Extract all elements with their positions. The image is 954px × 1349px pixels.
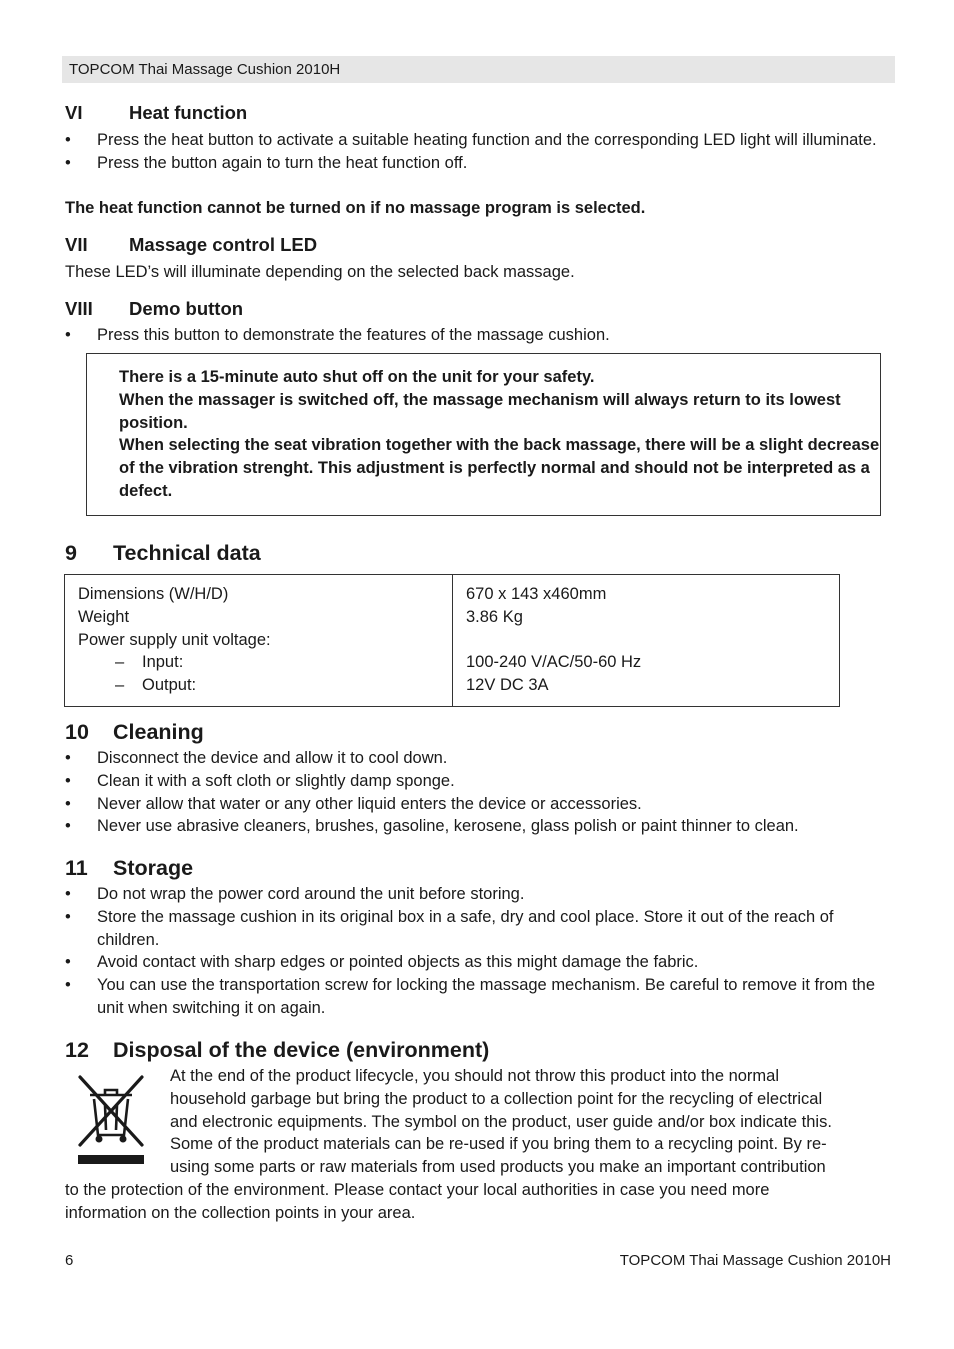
disposal-text-wrapped [170, 1065, 900, 1179]
disposal-line: information on the collection points in your area. [65, 1203, 416, 1222]
list-item: • You can use the transportation screw for locking the massage mechanism. Be careful to remove it from the unit when switching it on again. [65, 976, 876, 1017]
led-description: These LED’s will illuminate depending on the selected back massage. [65, 263, 575, 281]
list-item: • Press the heat button to activate a suitable heating function and the corresponding LED light will illuminate. [65, 131, 877, 149]
table-cell: – Input: [115, 653, 184, 672]
disposal-line: Some of the product materials can be re-used if you bring them to a recycling point. By re- [170, 1135, 827, 1154]
heading-cleaning [65, 719, 204, 745]
table-cell: – Output: [115, 676, 197, 695]
storage-bullet-list [65, 883, 895, 1020]
list-item: • Never use abrasive cleaners, brushes, gasoline, kerosene, glass polish or paint thinner to clean. [65, 817, 799, 836]
list-item: • Never allow that water or any other liquid enters the device or accessories. [65, 794, 642, 813]
safety-note-box [86, 353, 881, 516]
table-labels-column [78, 583, 448, 697]
disposal-line: using some parts or raw materials from used products you make an important contribution [170, 1158, 826, 1177]
heading-title: Demo button [129, 298, 244, 319]
table-cell: 100-240 V/AC/50-60 Hz [466, 653, 642, 672]
note-line: When selecting the seat vibration together with the back massage, there will be a slight decrease of the vibration strenght. This adjustment is perfectly normal and should not be interpreted as a defect. [119, 436, 880, 500]
heat-warning: The heat function cannot be turned on if no massage program is selected. [65, 199, 646, 217]
heading-number: VII [65, 234, 88, 255]
heading-title: Technical data [113, 541, 261, 565]
heading-number: 12 [65, 1038, 89, 1062]
heading-title: Storage [113, 856, 194, 880]
heading-storage [65, 855, 193, 881]
table-cell: Dimensions (W/H/D) [78, 585, 229, 603]
heading-number: 10 [65, 720, 89, 744]
weee-crossed-bin-icon [76, 1075, 146, 1167]
list-item: • Do not wrap the power cord around the unit before storing. [65, 885, 525, 903]
list-item: • Press this button to demonstrate the features of the massage cushion. [65, 326, 610, 344]
heading-title: Cleaning [113, 720, 204, 744]
heading-title: Heat function [129, 102, 248, 123]
table-cell: 3.86 Kg [466, 607, 523, 626]
disposal-line: to the protection of the environment. Please contact your local authorities in case you need more [65, 1181, 770, 1199]
table-cell: 12V DC 3A [466, 676, 549, 695]
disposal-line: At the end of the product lifecycle, you should not throw this product into the normal [170, 1067, 780, 1085]
heading-number: VIII [65, 298, 93, 319]
page-number: 6 [65, 1252, 74, 1269]
table-cell: Power supply unit voltage: [78, 630, 271, 649]
list-item: • Clean it with a soft cloth or slightly damp sponge. [65, 771, 455, 790]
list-item: • Store the massage cushion in its original box in a safe, dry and cool place. Store it out of the reach of children. [65, 907, 834, 949]
table-values-column [466, 583, 836, 697]
footer-title: TOPCOM Thai Massage Cushion 2010H [619, 1252, 891, 1269]
heading-massage-control-led [65, 234, 317, 256]
heading-title: Massage control LED [129, 234, 318, 255]
table-cell: Weight [78, 607, 130, 626]
running-header [62, 56, 895, 83]
technical-data-table [64, 574, 840, 707]
table-cell [466, 629, 836, 652]
header-title: TOPCOM Thai Massage Cushion 2010H [69, 61, 341, 78]
heat-bullet-list [65, 129, 895, 175]
heading-technical-data [65, 540, 261, 566]
demo-bullet-list [65, 324, 895, 347]
note-line: There is a 15-minute auto shut off on the unit for your safety. [119, 368, 595, 386]
list-item: • Press the button again to turn the heat function off. [65, 153, 468, 172]
table-divider [452, 575, 453, 706]
list-item: • Avoid contact with sharp edges or pointed objects as this might damage the fabric. [65, 953, 699, 972]
heading-demo-button [65, 298, 243, 320]
disposal-line: household garbage but bring the product to a collection point for the recycling of electrical [170, 1089, 823, 1108]
heading-number: 11 [65, 856, 88, 880]
heading-number: VI [65, 102, 83, 123]
cleaning-bullet-list [65, 747, 895, 838]
table-cell: 670 x 143 x460mm [466, 585, 607, 603]
heading-heat-function [65, 102, 247, 124]
disposal-text-full [65, 1179, 900, 1225]
disposal-line: and electronic equipments. The symbol on the product, user guide and/or box indicate this. [170, 1112, 832, 1131]
list-item: • Disconnect the device and allow it to cool down. [65, 749, 448, 767]
heading-number: 9 [65, 541, 77, 565]
note-line: When the massager is switched off, the massage mechanism will always return to its lowest position. [119, 390, 841, 432]
heading-title: Disposal of the device (environment) [113, 1038, 490, 1062]
heading-disposal [65, 1037, 489, 1063]
